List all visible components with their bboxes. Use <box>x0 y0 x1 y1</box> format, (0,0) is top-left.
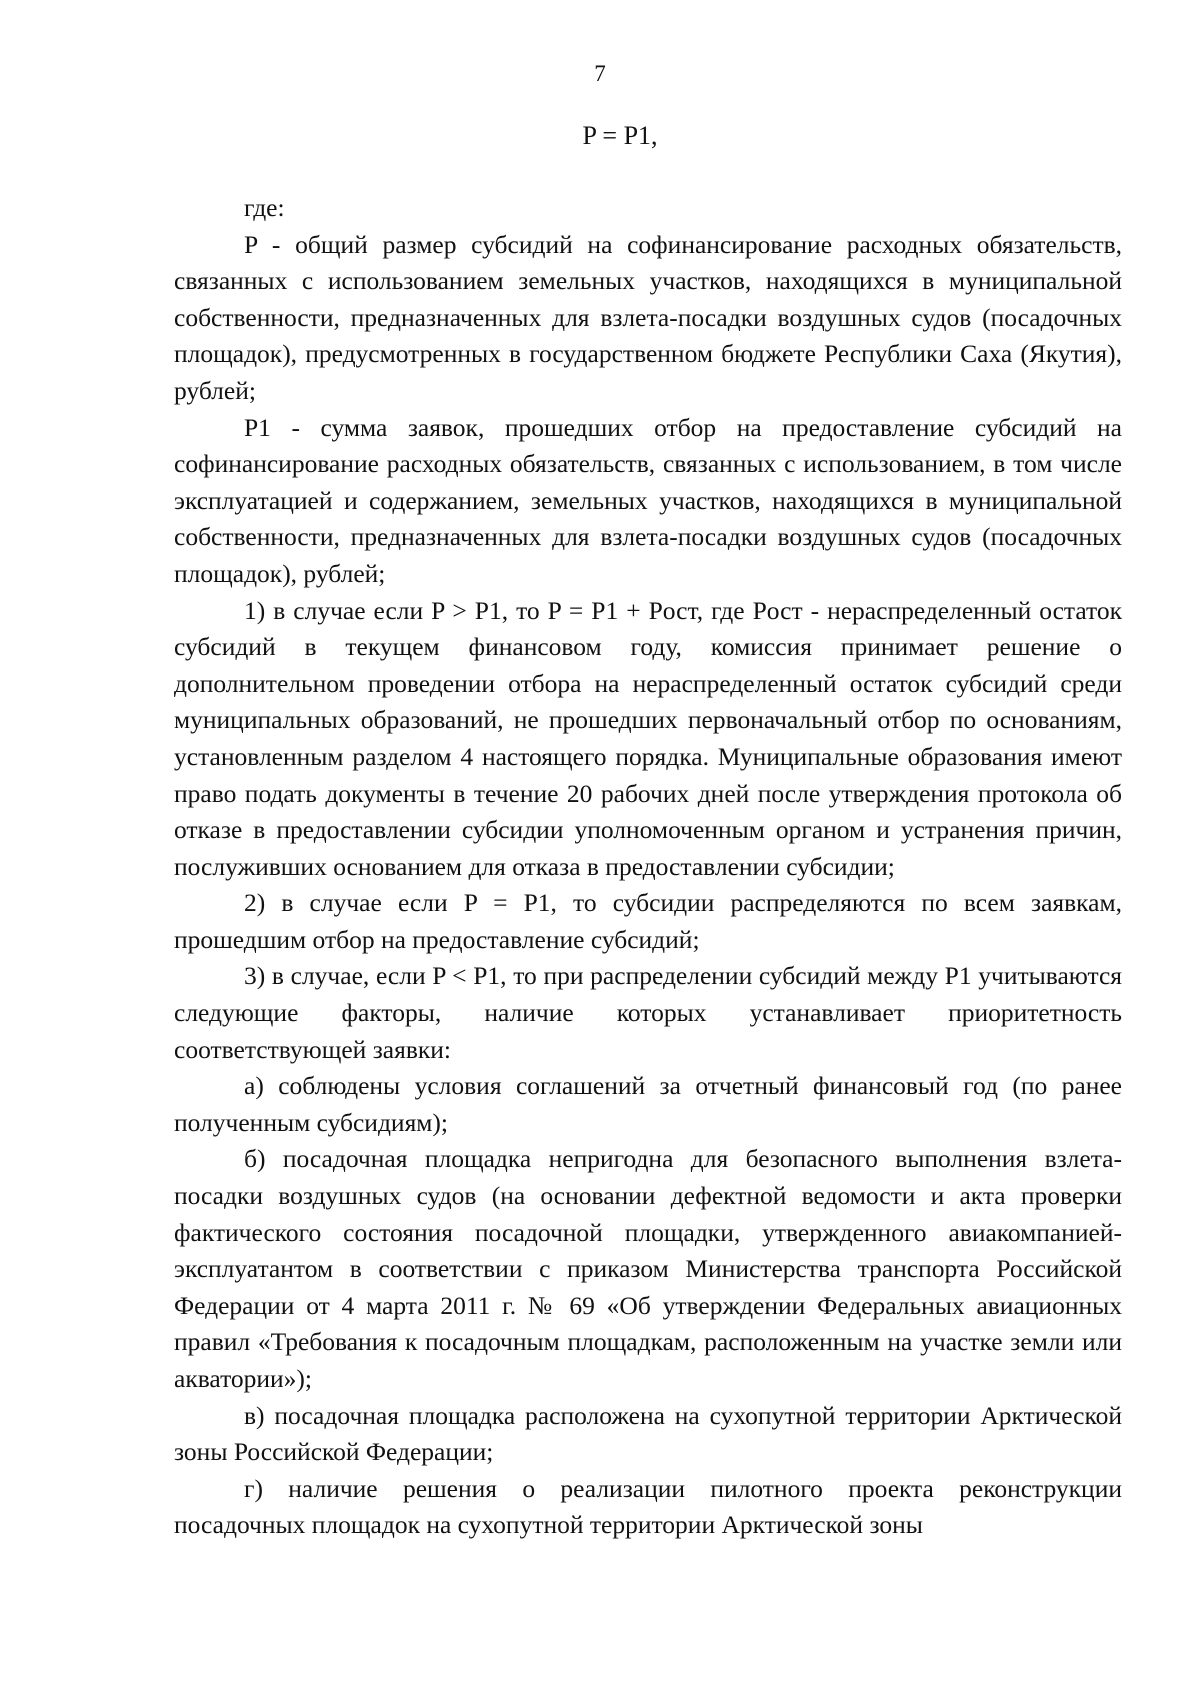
paragraph-factor-v: в) посадочная площадка расположена на сухопутной территории Арктической зоны Российской Федерации; <box>174 1400 1122 1467</box>
formula: P = P1, <box>582 121 658 150</box>
document-body <box>174 190 1122 1544</box>
paragraph-factor-b: б) посадочная площадка непригодна для безопасного выполнения взлета-посадки воздушных судов (на основании дефектной ведомости и акта проверки фактического состояния посадочной площадки, утвержденного авиакомпанией-эксплуатантом в соответствии с приказом Министерства транспорта Российской Федерации от 4 марта 2011 г. № 69 «Об утверждении Федеральных авиационных правил «Требования к посадочным площадкам, расположенным на участке земли или акватории»); <box>174 1144 1122 1393</box>
page-number: 7 <box>594 61 606 86</box>
paragraph-definition-p: P - общий размер субсидий на софинансирование расходных обязательств, связанных с использованием земельных участков, находящихся в муниципальной собственности, предназначенных для взлета-посадки воздушных судов (посадочных площадок), предусмотренных в государственном бюджете Республики Саха (Якутия), рублей; <box>174 229 1122 405</box>
paragraph-factor-a: а) соблюдены условия соглашений за отчетный финансовый год (по ранее полученным субсидиям); <box>174 1071 1122 1137</box>
paragraph-case-3: 3) в случае, если P < P1, то при распределении субсидий между P1 учитываются следующие факторы, наличие которых устанавливает приоритетность соответствующей заявки: <box>174 961 1122 1064</box>
paragraph-case-1: 1) в случае если P > P1, то P = P1 + Pост, где Pост - нераспределенный остаток субсидий в текущем финансовом году, комиссия принимает решение о дополнительном проведении отбора на нераспределенный остаток субсидий среди муниципальных образований, не прошедших первоначальный отбор по основаниям, установленным разделом 4 настоящего порядка. Муниципальные образования имеют право подать документы в течение 20 рабочих дней после утверждения протокола об отказе в предоставлении субсидии уполномоченным органом и устранения причин, послуживших основанием для отказа в предоставлении субсидии; <box>174 595 1122 881</box>
paragraph-case-2: 2) в случае если P = P1, то субсидии распределяются по всем заявкам, прошедшим отбор на предоставление субсидий; <box>174 888 1122 954</box>
paragraph-factor-g: г) наличие решения о реализации пилотного проекта реконструкции посадочных площадок на сухопутной территории Арктической зоны <box>174 1473 1122 1540</box>
paragraph-definition-p1: P1 - сумма заявок, прошедших отбор на предоставление субсидий на софинансирование расходных обязательств, связанных с использованием, в том числе эксплуатацией и содержанием, земельных участков, находящихся в муниципальной собственности, предназначенных для взлета-посадки воздушных судов (посадочных площадок), рублей; <box>174 412 1122 588</box>
paragraph-where: где: <box>244 193 285 222</box>
